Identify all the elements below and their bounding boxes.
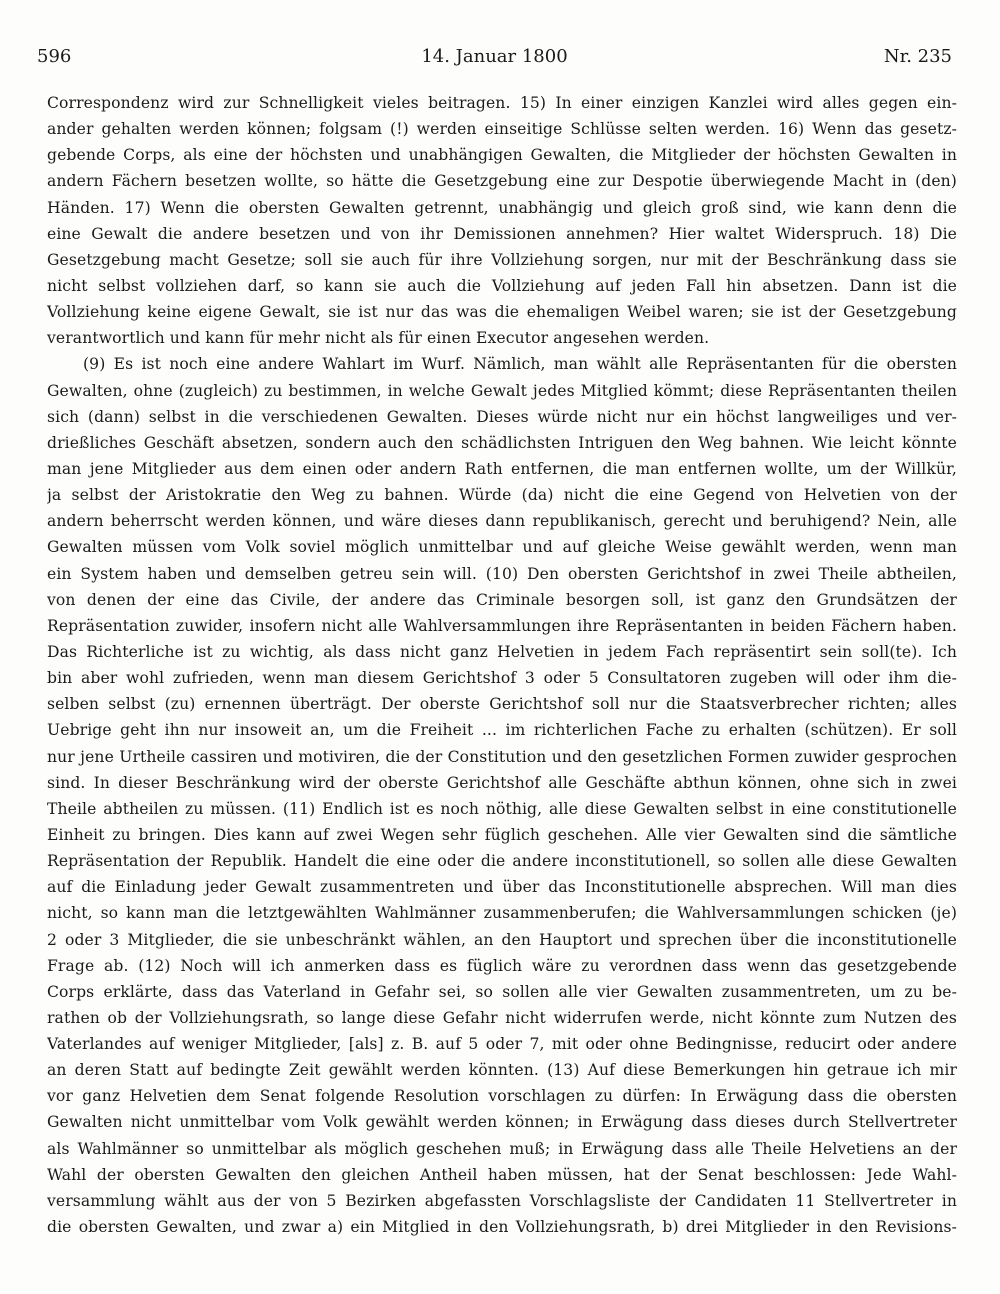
text-line: Wahl der obersten Gewalten den gleichen Antheil haben müssen, hat der Senat beschlossen: Jede Wahl- [47,1165,957,1184]
text-line: Corps erklärte, dass das Vaterland in Gefahr sei, so sollen alle vier Gewalten zusammentreten, um zu be- [47,982,957,1001]
text-line: rathen ob der Vollziehungsrath, so lange diese Gefahr nicht widerrufen werde, nicht könnte zum Nutzen des [47,1008,957,1027]
text-line: ein System haben und demselben getreu sein will. (10) Den obersten Gerichtshof in zwei Theile abtheilen, [47,564,957,583]
text-line: sich (dann) selbst in die verschiedenen Gewalten. Dieses würde nicht nur ein höchst langweiliges und ver- [47,407,957,426]
text-line: nicht, so kann man die letztgewählten Wahlmänner zusammenberufen; die Wahlversammlungen schicken (je) [47,904,957,923]
text-line: (9) Es ist noch eine andere Wahlart im Wurf. Nämlich, man wählt alle Repräsentanten für die obersten [83,355,957,374]
text-line: selben selbst (zu) ernennen überträgt. Der oberste Gerichtshof soll nur die Staatsverbrecher richten; alles [47,695,957,714]
header-date: 14. Januar 1800 [421,46,568,67]
text-line: Vollziehung keine eigene Gewalt, sie ist nur das was die ehemaligen Weibel waren; sie ist der Gesetzgebung [47,303,957,322]
document-number: Nr. 235 [883,46,952,67]
text-line: eine Gewalt die andere besetzen und von ihr Demissionen annehmen? Hier waltet Widerspruch. 18) Die [47,224,957,243]
text-line: Repräsentation zuwider, insofern nicht alle Wahlversammlungen ihre Repräsentanten in beiden Fächern haben. [47,616,957,635]
text-line: Frage ab. (12) Noch will ich anmerken dass es füglich wäre zu verordnen dass wenn das gesetzgebende [47,956,957,975]
text-line: als Wahlmänner so unmittelbar als möglich geschehen muß; in Erwägung dass alle Theile Helvetiens an der [47,1139,957,1158]
text-line: ja selbst der Aristokratie den Weg zu bahnen. Würde (da) nicht die eine Gegend von Helvetien von der [47,486,957,505]
text-line: Das Richterliche ist zu wichtig, als dass nicht ganz Helvetien in jedem Fach repräsentirt sein soll(te). Ich [47,642,957,661]
text-line: Händen. 17) Wenn die obersten Gewalten getrennt, unabhängig und gleich groß sind, wie kann denn die [47,198,957,217]
text-line: nicht selbst vollziehen darf, so kann sie auch die Vollziehung auf jeden Fall hin absetzen. Dann ist die [47,276,957,295]
text-line: an deren Statt auf bedingte Zeit gewählt werden könnten. (13) Auf diese Bemerkungen hin getraue ich mir [47,1061,957,1080]
text-line: Gewalten nicht unmittelbar vom Volk gewählt werden können; in Erwägung dass dieses durch Stellvertreter [47,1113,957,1132]
text-line: Gewalten müssen vom Volk soviel möglich unmittelbar und auf gleiche Weise gewählt werden, wenn man [47,538,957,557]
text-line: ander gehalten werden können; folgsam (!) werden einseitige Schlüsse selten werden. 16) Wenn das gesetz- [47,120,957,139]
body-text [47,90,957,1240]
page-header [37,46,952,72]
page-number: 596 [37,46,72,67]
text-line: man jene Mitglieder aus dem einen oder andern Rath entfernen, die man entfernen wollte, um der Willkür, [47,459,957,478]
text-line: versammlung wählt aus der von 5 Bezirken abgefassten Vorschlagsliste der Candidaten 11 Stellvertreter in [47,1191,957,1210]
text-line: Theile abtheilen zu müssen. (11) Endlich ist es noch nöthig, alle diese Gewalten selbst in eine constitutionelle [47,799,957,818]
text-line: Gesetzgebung macht Gesetze; soll sie auch für ihre Vollziehung sorgen, nur mit der Beschränkung dass sie [47,250,957,269]
text-line: die obersten Gewalten, und zwar a) ein Mitglied in den Vollziehungsrath, b) drei Mitglieder in den Revisions- [47,1218,957,1237]
text-line: Correspondenz wird zur Schnelligkeit vieles beitragen. 15) In einer einzigen Kanzlei wird alles gegen ein- [47,94,957,112]
text-line: Uebrige geht ihn nur insoweit an, um die Freiheit ... im richterlichen Fache zu erhalten (schützen). Er soll [47,721,957,740]
text-line: vor ganz Helvetien dem Senat folgende Resolution vorschlagen zu dürfen: In Erwägung dass die obersten [47,1087,957,1106]
text-line: bin aber wohl zufrieden, wenn man diesem Gerichtshof 3 oder 5 Consultatoren zugeben will oder ihm die- [47,669,957,688]
text-line: verantwortlich und kann für mehr nicht als für einen Executor angesehen werden. [47,329,710,348]
text-line: Vaterlandes auf weniger Mitglieder, [als] z. B. auf 5 oder 7, mit oder ohne Bedingnisse, reducirt oder andere [47,1035,957,1054]
text-line: Repräsentation der Republik. Handelt die eine oder die andere inconstitutionell, so sollen alle diese Gewalten [47,852,957,871]
text-line: sind. In dieser Beschränkung wird der oberste Gerichtshof alle Geschäfte abthun können, ohne sich in zwei [47,773,957,792]
text-line: 2 oder 3 Mitglieder, die sie unbeschränkt wählen, an den Hauptort und sprechen über die inconstitutionelle [47,930,957,949]
text-line: gebende Corps, als eine der höchsten und unabhängigen Gewalten, die Mitglieder der höchsten Gewalten in [47,146,957,165]
text-line: andern beherrscht werden können, und wäre dieses dann republikanisch, gerecht und beruhigend? Nein, alle [47,512,957,531]
text-line: nur jene Urtheile cassiren und motiviren, die der Constitution und den gesetzlichen Formen zuwider gesprochen [47,747,957,766]
text-line: von denen der eine das Civile, der andere das Criminale besorgen soll, ist ganz den Grundsätzen der [47,590,957,609]
text-line: Gewalten, ohne (zugleich) zu bestimmen, in welche Gewalt jedes Mitglied kömmt; diese Repräsentanten theilen [47,381,957,400]
text-line: auf die Einladung jeder Gewalt zusammentreten und über das Inconstitutionelle absprechen. Will man dies [47,878,957,897]
text-line: drießliches Geschäft absetzen, sondern auch den schädlichsten Intriguen den Weg bahnen. Wie leicht könnte [47,433,957,452]
text-line: andern Fächern besetzen wollte, so hätte die Gesetzgebung eine zur Despotie überwiegende Macht in (den) [47,172,957,191]
text-line: Einheit zu bringen. Dies kann auf zwei Wegen sehr füglich geschehen. Alle vier Gewalten sind die sämtliche [47,825,957,844]
